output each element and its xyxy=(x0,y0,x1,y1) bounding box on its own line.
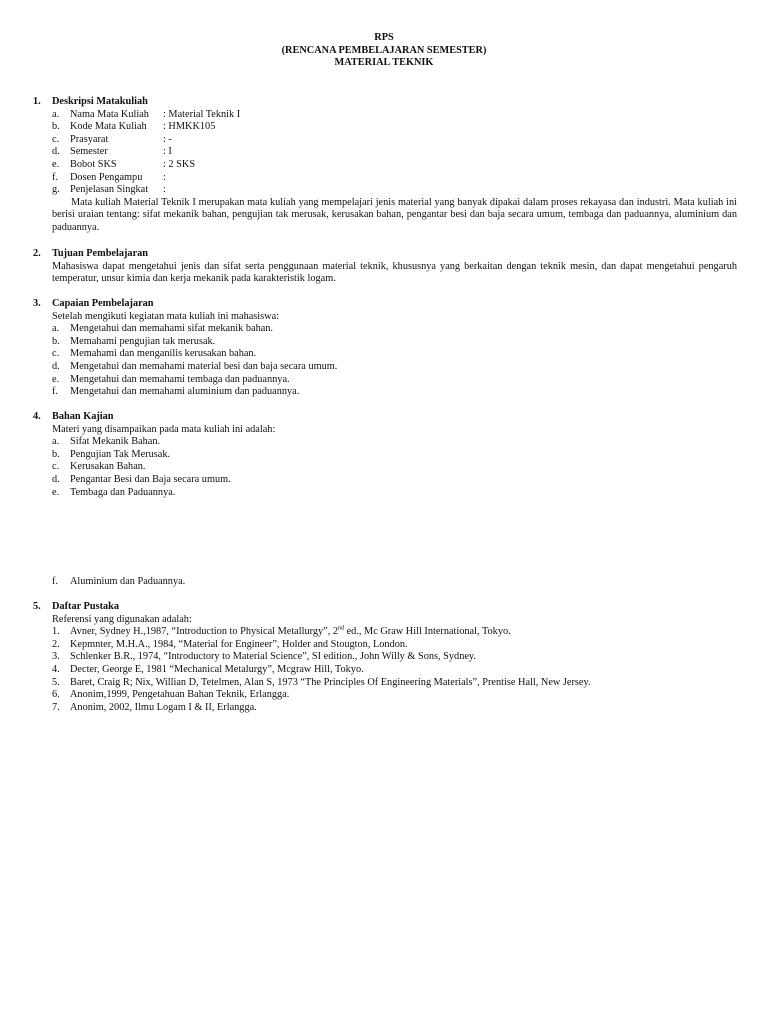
item-text: Memahami pengujian tak merusak. xyxy=(70,335,216,347)
list-item xyxy=(52,361,737,374)
list-item xyxy=(52,461,737,474)
list-item xyxy=(52,474,737,487)
item-label: 6. xyxy=(52,689,60,701)
item-value: : xyxy=(163,171,166,183)
section-title: Deskripsi Matakuliah xyxy=(52,96,148,107)
list-item xyxy=(52,576,737,589)
section-intro: Referensi yang digunakan adalah: xyxy=(52,613,192,625)
item-value: : HMKK105 xyxy=(163,121,216,133)
item-key: Dosen Pengampu xyxy=(70,171,143,183)
item-label: c. xyxy=(52,348,60,360)
reference-item xyxy=(52,689,737,702)
list-item xyxy=(52,121,737,134)
item-label: a. xyxy=(52,108,60,120)
item-label: 1. xyxy=(52,626,60,638)
section-title: Capaian Pembelajaran xyxy=(52,298,154,309)
item-text: Sifat Mekanik Bahan. xyxy=(70,436,161,448)
item-key: Penjelasan Singkat xyxy=(70,184,149,196)
reference-item xyxy=(52,677,737,690)
list-item xyxy=(52,146,737,159)
item-text: Mengetahui dan memahami material besi dan baja secara umum. xyxy=(70,360,338,372)
section-intro: Setelah mengikuti kegiatan mata kuliah ini mahasiswa: xyxy=(52,310,280,322)
item-text: Schlenker B.R., 1974, “Introductory to Material Science”, SI edition., John Willy & Sons, Sydney. xyxy=(70,651,476,663)
section-bahan-kajian xyxy=(33,411,737,499)
item-label: 2. xyxy=(52,638,60,650)
goal-paragraph: Mahasiswa dapat mengetahui jenis dan sifat serta penggunaan material teknik, khususnya yang berkaitan dengan teknik mesin, dan dapat mengetahui pengaruh temperatur, unsur kimia dan kerja mekanik pada karakteristik logam. xyxy=(52,260,737,285)
item-text: Baret, Craig R; Nix, Willian D, Tetelmen, Alan S, 1973 “The Principles Of Engineering Materials”, Prentise Hall, New Jersey. xyxy=(70,676,591,688)
list-item xyxy=(52,374,737,387)
list-item xyxy=(52,436,737,449)
list-item xyxy=(52,487,737,500)
item-text xyxy=(70,626,511,639)
item-text: Tembaga dan Paduannya. xyxy=(70,486,176,498)
section-bahan-kajian-continued xyxy=(33,576,737,589)
list-item xyxy=(52,172,737,185)
item-value: : - xyxy=(163,133,172,145)
reference-text: Avner, Sydney H.,1987, “Introduction to Physical Metallurgy”, 2 xyxy=(70,626,339,638)
section-heading xyxy=(33,601,737,614)
reference-item xyxy=(52,664,737,677)
item-key: Kode Mata Kuliah xyxy=(70,121,147,133)
item-label: d. xyxy=(52,473,60,485)
list-item xyxy=(52,109,737,122)
item-key: Bobot SKS xyxy=(70,158,117,170)
list-item xyxy=(52,386,737,399)
list-item xyxy=(52,134,737,147)
item-label: a. xyxy=(52,436,60,448)
section-heading xyxy=(33,248,737,261)
section-title: Daftar Pustaka xyxy=(52,601,120,612)
item-text: Aluminium dan Paduannya. xyxy=(70,576,186,587)
list-item xyxy=(52,159,737,172)
item-text: Decter, George E, 1981 “Mechanical Metalurgy”, Mcgraw Hill, Tokyo. xyxy=(70,663,364,675)
item-value: : xyxy=(163,184,166,196)
item-text: Mengetahui dan memahami aluminium dan paduannya. xyxy=(70,386,300,398)
item-label: f. xyxy=(52,386,59,398)
section-tujuan xyxy=(33,248,737,286)
item-text: Anonim, 2002, Ilmu Logam I & II, Erlangga. xyxy=(70,701,257,713)
section-number: 4. xyxy=(33,411,41,422)
item-text: Mengetahui dan memahami tembaga dan paduannya. xyxy=(70,373,290,385)
item-label: 3. xyxy=(52,651,60,663)
edition-superscript: nd xyxy=(338,625,345,632)
item-label: d. xyxy=(52,146,60,158)
item-label: c. xyxy=(52,461,60,473)
item-label: 4. xyxy=(52,663,60,675)
header-title: RPS xyxy=(374,32,394,43)
list-item xyxy=(52,323,737,336)
reference-item xyxy=(52,639,737,652)
item-value: : I xyxy=(163,146,172,158)
list-item xyxy=(52,336,737,349)
reference-item xyxy=(52,626,737,639)
section-number: 2. xyxy=(33,248,41,259)
item-label: 5. xyxy=(52,676,60,688)
item-label: b. xyxy=(52,335,60,347)
header-subtitle: (RENCANA PEMBELAJARAN SEMESTER) xyxy=(281,44,487,56)
item-label: f. xyxy=(52,576,59,587)
item-text: Pengujian Tak Merusak. xyxy=(70,448,171,460)
item-key: Semester xyxy=(70,146,108,158)
item-label: e. xyxy=(52,158,60,170)
item-text: Anonim,1999, Pengetahuan Bahan Teknik, Erlangga. xyxy=(70,689,290,701)
header-course: MATERIAL TEKNIK xyxy=(334,57,434,69)
item-key: Prasyarat xyxy=(70,133,109,145)
section-title: Bahan Kajian xyxy=(52,411,114,422)
section-capaian xyxy=(33,298,737,399)
reference-item xyxy=(52,702,737,715)
item-text: Memahami dan menganilis kerusakan bahan. xyxy=(70,348,257,360)
section-heading xyxy=(33,411,737,424)
item-text: Kepmnter, M.H.A., 1984, “Material for Engineer”, Holder and Stougton, London. xyxy=(70,638,408,650)
item-label: c. xyxy=(52,133,60,145)
section-number: 3. xyxy=(33,298,41,309)
section-daftar-pustaka xyxy=(33,601,737,714)
section-deskripsi xyxy=(33,96,737,235)
item-label: b. xyxy=(52,448,60,460)
item-text: Kerusakan Bahan. xyxy=(70,461,146,473)
item-value: : 2 SKS xyxy=(163,158,196,170)
item-label: a. xyxy=(52,323,60,335)
section-intro: Materi yang disampaikan pada mata kuliah ini adalah: xyxy=(52,423,276,435)
section-number: 1. xyxy=(33,96,41,107)
item-label: d. xyxy=(52,360,60,372)
section-heading xyxy=(33,96,737,109)
description-paragraph: Mata kuliah Material Teknik I merupakan mata kuliah yang mempelajari jenis material yang banyak dipakai dalam proses rekayasa dan industri. Mata kuliah ini berisi uraian tentang: sifat mekanik bahan, pengujian tak merusak, kerusakan bahan, pengantar besi dan baja secara umum, tembaga dan paduannya, aluminium dan paduannya. xyxy=(52,196,737,233)
item-text: Mengetahui dan memahami sifat mekanik bahan. xyxy=(70,323,274,335)
section-title: Tujuan Pembelajaran xyxy=(52,248,149,259)
section-number: 5. xyxy=(33,601,41,612)
item-value: : Material Teknik I xyxy=(163,108,241,120)
item-key: Nama Mata Kuliah xyxy=(70,108,149,120)
reference-text-tail: ed., Mc Graw Hill International, Tokyo. xyxy=(344,626,511,638)
item-label: e. xyxy=(52,373,60,385)
list-item xyxy=(52,184,737,197)
document-header xyxy=(0,32,768,70)
item-text: Pengantar Besi dan Baja secara umum. xyxy=(70,473,231,485)
list-item xyxy=(52,348,737,361)
item-label: f. xyxy=(52,171,59,183)
item-label: 7. xyxy=(52,701,60,713)
item-label: e. xyxy=(52,486,60,498)
reference-item xyxy=(52,651,737,664)
list-item xyxy=(52,449,737,462)
item-label: b. xyxy=(52,121,60,133)
item-label: g. xyxy=(52,184,60,196)
section-heading xyxy=(33,298,737,311)
